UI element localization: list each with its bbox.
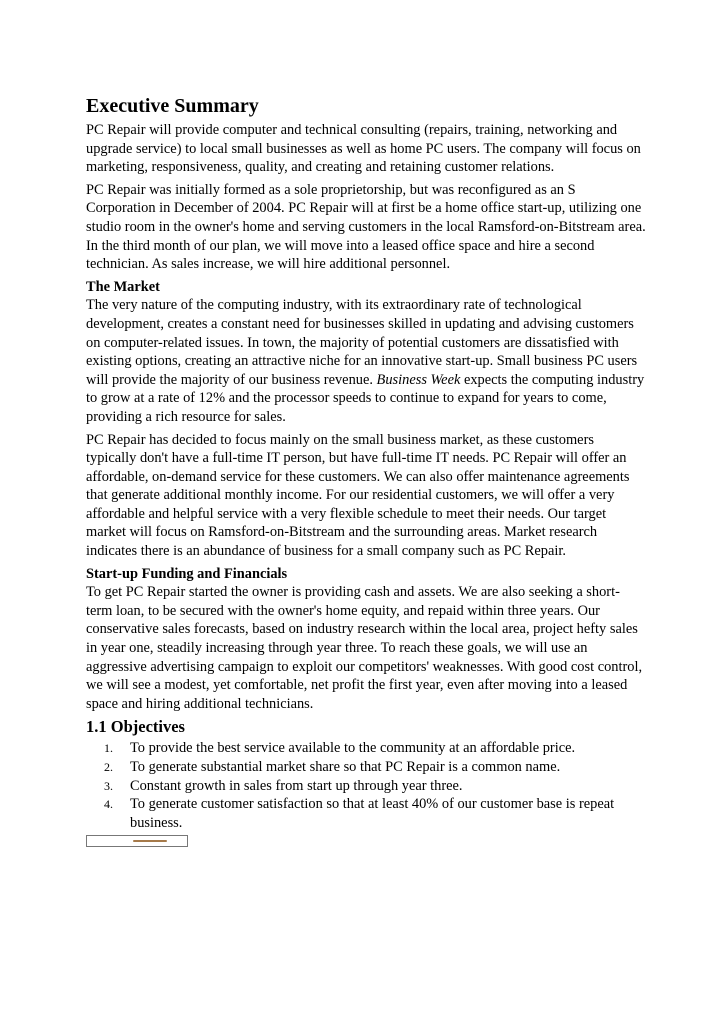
- executive-summary-heading: Executive Summary: [86, 95, 259, 117]
- market-paragraph-1-end: expects the computing industry to grow at a rate of 12% and the processor speeds to continue to expand for years to come, providing a rich resource for sales.: [86, 371, 645, 425]
- list-text: Constant growth in sales from start up through year three.: [130, 777, 463, 794]
- funding-paragraph: To get PC Repair started the owner is providing cash and assets. We are also seeking a short-term loan, to be secured with the owner's home equity, and repaid within three years. Our conservative sales forecasts, based on industry research within the local area, project hefty sales in year one, steadily increasing through year three. To reach these goals, we will use an aggressive advertising campaign to exploit our competitors' weaknesses. With good cost control, we will see a modest, yet comfortable, net profit the first year, even after moving into a leased space and hiring additional technicians.: [86, 584, 643, 712]
- summary-paragraph-2: PC Repair was initially formed as a sole proprietorship, but was reconfigured as an S Corporation in December of 2004. PC Repair will at first be a home office start-up, utilizing one studio room in the owner's home and serving customers in the local Ramsford-on-Bitstream area. In the third month of our plan, we will move into a leased office space and hire a second technician. As sales increase, we will hire additional personnel.: [86, 181, 646, 273]
- list-text: To generate substantial market share so that PC Repair is a common name.: [130, 759, 561, 775]
- objectives-heading: 1.1 Objectives: [86, 717, 185, 737]
- summary-paragraph-1: PC Repair will provide computer and technical consulting (repairs, training, networking and upgrade service) to local small businesses as well as home PC users. The company will focus on marketing, responsiveness, quality, and creating and retaining customer relations.: [86, 122, 641, 176]
- list-item: [104, 777, 646, 796]
- list-number: 2.: [104, 760, 113, 774]
- list-text: To generate customer satisfaction so that at least 40% of our customer base is repeat business.: [130, 796, 615, 831]
- list-number: 4.: [104, 797, 113, 812]
- market-paragraph-1-start: The very nature of the computing industry, with its extraordinary rate of technological development, creates a constant need for businesses skilled in updating and advising customers on computer-related issues. In town, the majority of potential customers are dissatisfied with existing options, creating an attractive niche for an innovative start-up. Small business PC users will provide the majority of our business revenue.: [86, 297, 638, 388]
- funding-heading: Start-up Funding and Financials: [86, 565, 288, 582]
- list-number: 3.: [104, 778, 113, 793]
- market-heading: The Market: [86, 278, 160, 295]
- list-item: [104, 758, 646, 777]
- list-item: [104, 739, 646, 758]
- list-item: [104, 795, 646, 832]
- market-paragraph-2: PC Repair has decided to focus mainly on the small business market, as these customers typically don't have a full-time IT person, but have full-time IT needs. PC Repair will offer an affordable, on-demand service for these customers. We can also offer maintenance agreements that generate additional monthly income. For our residential customers, we will offer a very affordable and helpful service with a very flexible schedule to meet their needs. Our target market will focus on Ramsford-on-Bitstream and the surrounding areas. Market research indicates there is an abundance of business for a small company such as PC Repair.: [86, 431, 630, 560]
- market-paragraph-1: [86, 296, 646, 426]
- embedded-image-thumbnail: [86, 835, 188, 847]
- list-text: To provide the best service available to the community at an affordable price.: [130, 740, 576, 757]
- image-fragment: [133, 840, 167, 842]
- list-number: 1.: [104, 741, 113, 756]
- business-week-title: Business Week: [376, 371, 461, 388]
- document-content: [86, 95, 646, 847]
- objectives-list: [86, 739, 646, 832]
